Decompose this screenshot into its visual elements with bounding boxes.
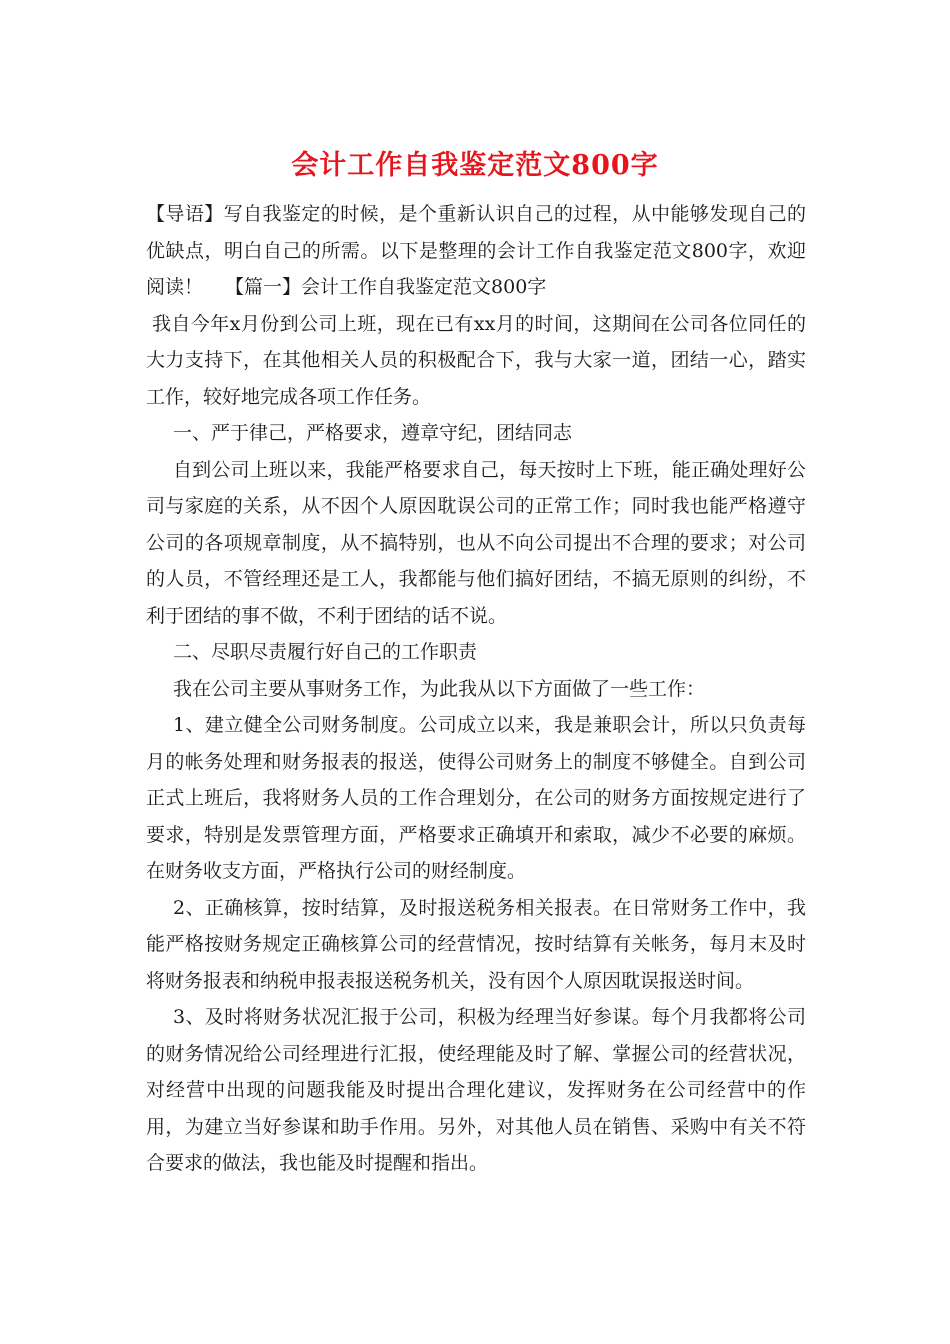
intro-text: 【导语】写自我鉴定的时候，是个重新认识自己的过程，从中能够发现自己的优缺点，明白自己的所需。以下是整理的会计工作自我鉴定范文800字，欢迎阅读！ <box>146 203 806 298</box>
intro-paragraph <box>146 196 806 306</box>
document-title: 会计工作自我鉴定范文800字 <box>291 150 659 181</box>
list-item-2: 2、正确核算，按时结算，及时报送税务相关报表。在日常财务工作中，我能严格按财务规定正确核算公司的经营情况，按时结算有关帐务，每月末及时将财务报表和纳税申报表报送税务机关，没有因个人原因耽误报送时间。 <box>146 896 806 992</box>
subheading-1: 一、严于律己，严格要求，遵章守纪，团结同志 <box>173 422 573 444</box>
section-heading: 【篇一】会计工作自我鉴定范文800字 <box>225 276 547 298</box>
list-item-3: 3、及时将财务状况汇报于公司，积极为经理当好参谋。每个月我都将公司的财务情况给公司经理进行汇报，使经理能及时了解、掌握公司的经营状况，对经营中出现的问题我能及时提出合理化建议，发挥财务在公司经营中的作用，为建立当好参谋和助手作用。另外，对其他人员在销售、采购中有关不符合要求的做法，我也能及时提醒和指出。 <box>146 1006 806 1174</box>
document-body <box>146 196 806 1182</box>
subheading-2: 二、尽职尽责履行好自己的工作职责 <box>173 641 478 663</box>
body-paragraph-2: 自到公司上班以来，我能严格要求自己，每天按时上下班，能正确处理好公司与家庭的关系，从不因个人原因耽误公司的正常工作；同时我也能严格遵守公司的各项规章制度，从不搞特别，也从不向公司提出不合理的要求；对公司的人员，不管经理还是工人，我都能与他们搞好团结，不搞无原则的纠纷，不利于团结的事不做，不利于团结的话不说。 <box>146 458 806 627</box>
body-paragraph-1: 我自今年x月份到公司上班，现在已有xx月的时间，这期间在公司各位同任的大力支持下，在其他相关人员的积极配合下，我与大家一道，团结一心，踏实工作，较好地完成各项工作任务。 <box>146 312 806 408</box>
body-paragraph-3: 我在公司主要从事财务工作，为此我从以下方面做了一些工作： <box>173 677 706 700</box>
list-item-1: 1、建立健全公司财务制度。公司成立以来，我是兼职会计，所以只负责每月的帐务处理和财务报表的报送，使得公司财务上的制度不够健全。自到公司正式上班后，我将财务人员的工作合理划分，在公司的财务方面按规定进行了要求，特别是发票管理方面，严格要求正确填开和索取，减少不必要的麻烦。在财务收支方面，严格执行公司的财经制度。 <box>146 714 806 882</box>
